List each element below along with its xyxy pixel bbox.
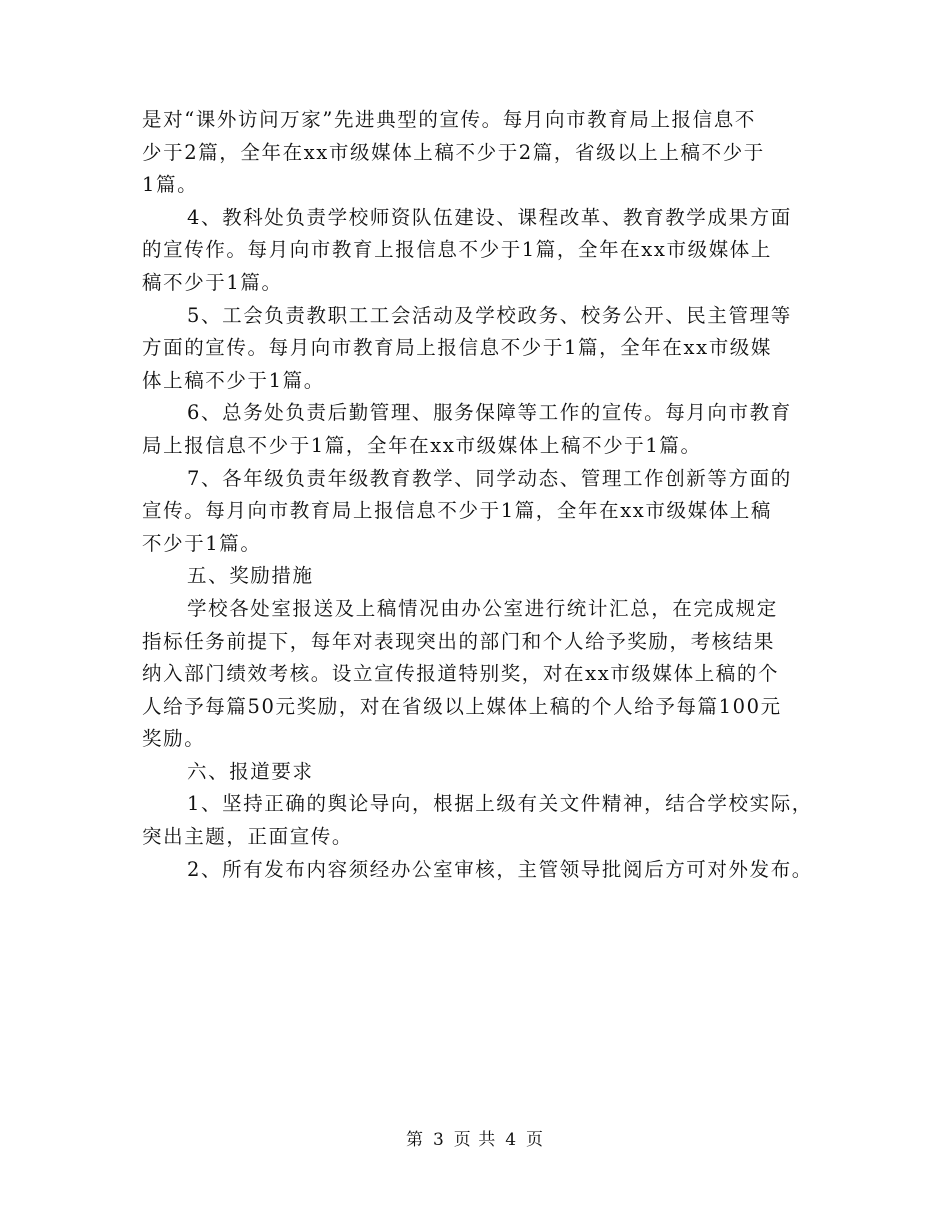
text-line: 稿不少于1篇。 (142, 270, 283, 294)
text-line: 局上报信息不少于1篇，全年在xx市级媒体上稿不少于1篇。 (142, 433, 702, 457)
paragraph-rewards: 学校各处室报送及上稿情况由办公室进行统计汇总，在完成规定 (187, 596, 778, 620)
text-line: 指标任务前提下，每年对表现突出的部门和个人给予奖励，考核结果 (142, 629, 776, 653)
text-line: 不少于1篇。 (142, 531, 262, 555)
total-page-count: 4 (505, 1130, 518, 1150)
section-heading-rewards: 五、奖励措施 (187, 564, 314, 588)
current-page-number: 3 (432, 1130, 445, 1150)
text-line: 纳入部门绩效考核。设立宣传报道特别奖，对在xx市级媒体上稿的个 (142, 662, 780, 686)
text-line: 宣传。每月向市教育局上报信息不少于1篇，全年在xx市级媒体上稿 (142, 499, 773, 523)
text-line: 奖励。 (142, 727, 206, 751)
footer-prefix: 第 (405, 1130, 424, 1150)
text-line: 人给予每篇50元奖励，对在省级以上媒体上稿的个人给予每篇100元 (142, 694, 782, 718)
paragraph-requirement-1: 1、坚持正确的舆论导向，根据上级有关文件精神，结合学校实际， (187, 792, 813, 816)
text-line: 1篇。 (142, 173, 199, 197)
footer-middle: 页 共 (453, 1130, 497, 1150)
paragraph-requirement-2: 2、所有发布内容须经办公室审核，主管领导批阅后方可对外发布。 (187, 857, 813, 881)
text-line: 的宣传作。每月向市教育上报信息不少于1篇，全年在xx市级媒体上 (142, 238, 773, 262)
paragraph-item-6: 6、总务处负责后勤管理、服务保障等工作的宣传。每月向市教育 (187, 401, 792, 425)
text-line: 体上稿不少于1篇。 (142, 368, 325, 392)
text-line: 少于2篇，全年在xx市级媒体上稿不少于2篇，省级以上上稿不少于 (142, 140, 765, 164)
paragraph-item-5: 5、工会负责教职工工会活动及学校政务、校务公开、民主管理等 (187, 303, 792, 327)
document-body (142, 104, 822, 886)
text-line: 突出主题，正面宣传。 (142, 825, 354, 849)
page-footer (0, 1125, 950, 1150)
paragraph-item-4: 4、教科处负责学校师资队伍建设、课程改革、教育教学成果方面 (187, 205, 792, 229)
text-line: 是对“课外访问万家”先进典型的宣传。每月向市教育局上报信息不 (142, 108, 756, 131)
text-line: 方面的宣传。每月向市教育局上报信息不少于1篇，全年在xx市级媒 (142, 336, 773, 360)
paragraph-item-7: 7、各年级负责年级教育教学、同学动态、管理工作创新等方面的 (187, 466, 792, 490)
footer-suffix: 页 (526, 1130, 545, 1150)
section-heading-requirements: 六、报道要求 (187, 759, 314, 783)
